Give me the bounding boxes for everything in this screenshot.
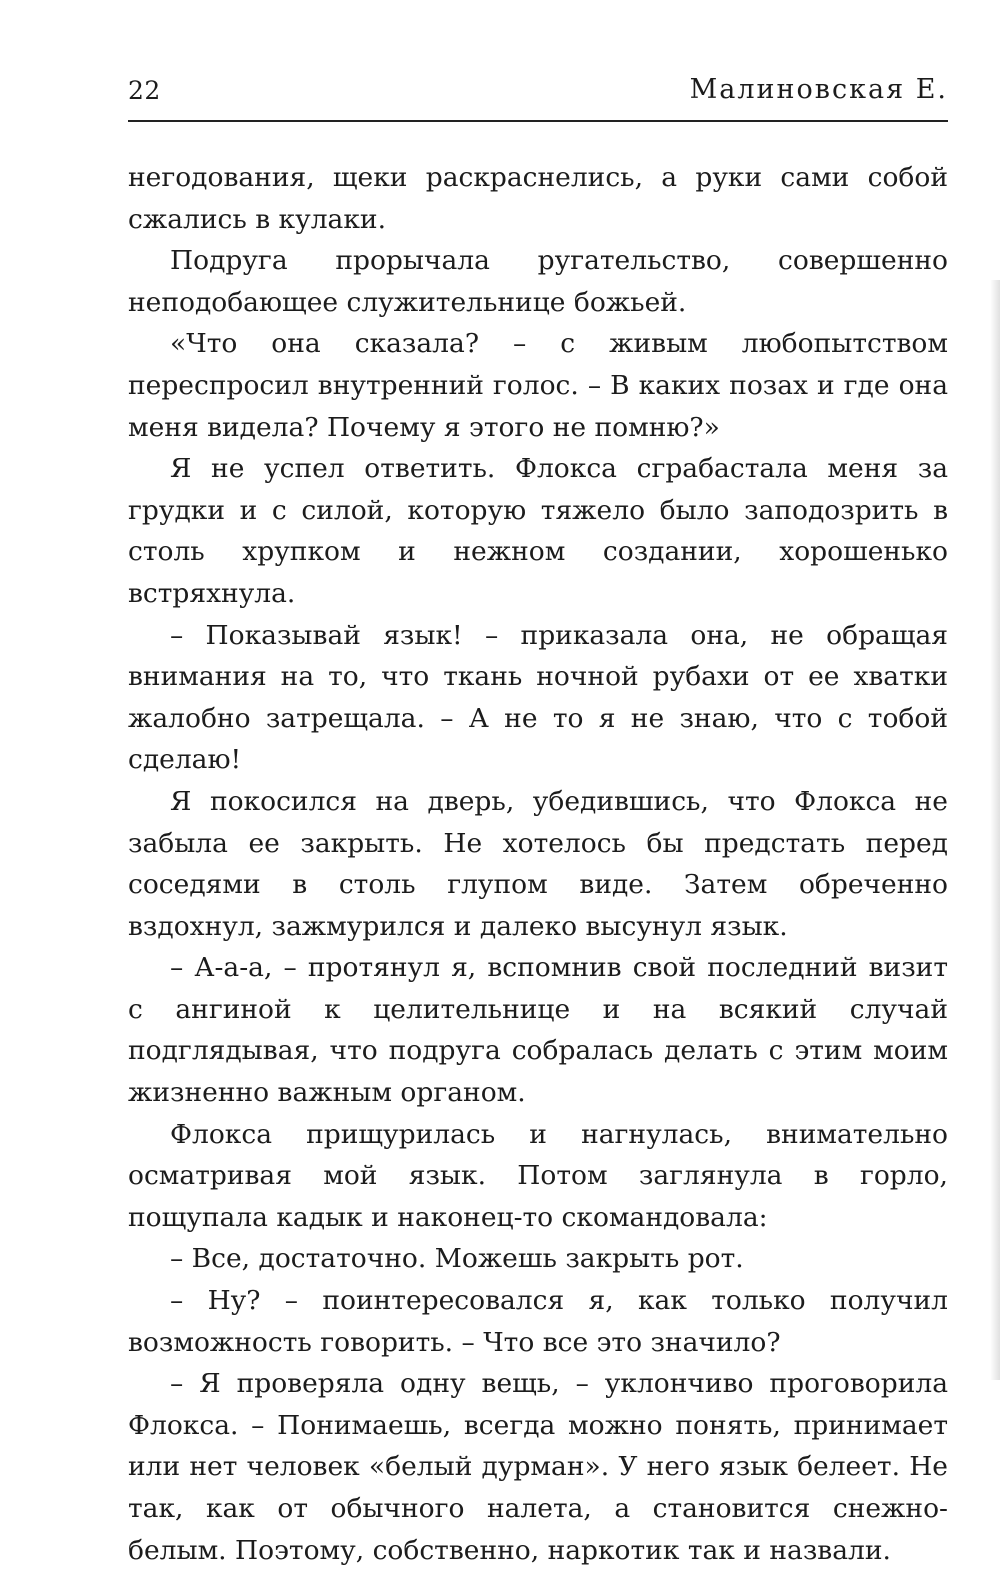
paragraph: – Я проверяла одну вещь, – уклончиво проговорила Флокса. – Понимаешь, всегда можно понять, принимает или нет человек «белый дурман». У него язык белеет. Не так, как от обычного налета, а становится снежно-белым. Поэтому, собственно, наркотик так и назвали. [128, 1368, 948, 1566]
paragraph-continuation: негодования, щеки раскраснелись, а руки сами собой сжались в кулаки. [128, 162, 948, 235]
running-head-author: Малиновская Е. [689, 74, 948, 105]
paragraph: Я покосился на дверь, убедившись, что Флокса не забыла ее закрыть. Не хотелось бы предстать перед соседями в столь глупом виде. Затем обреченно вздохнул, зажмурился и далеко высунул язык. [128, 785, 948, 942]
body-text [128, 157, 948, 1571]
paragraph: – Показывай язык! – приказала она, не обращая внимания на то, что ткань ночной рубахи от ее хватки жалобно затрещала. – А не то я не знаю, что с тобой сделаю! [128, 619, 948, 776]
paragraph: – Все, достаточно. Можешь закрыть рот. [170, 1243, 744, 1275]
page-header [128, 70, 948, 110]
paragraph: Я не успел ответить. Флокса сграбастала меня за грудки и с силой, которую тяжело было заподозрить в столь хрупком и нежном создании, хорошенько встряхнула. [128, 453, 948, 609]
page-edge-shadow [990, 280, 1000, 1380]
paragraph: – Ну? – поинтересовался я, как только получил возможность говорить. – Что все это значило? [128, 1285, 948, 1358]
paragraph: – А-а-а, – протянул я, вспомнив свой последний визит с ангиной к целительнице и на всякий случай подглядывая, что подруга собралась делать с этим моим жизненно важным органом. [128, 952, 948, 1109]
paragraph: Флокса прищурилась и нагнулась, внимательно осматривая мой язык. Потом заглянула в горло, пощупала кадык и наконец-то скомандовала: [128, 1118, 948, 1233]
header-rule [128, 120, 948, 122]
paragraph: «Что она сказала? – с живым любопытством переспросил внутренний голос. – В каких позах и где она меня видела? Почему я этого не помню?» [128, 328, 948, 443]
paragraph: Подруга прорычала ругательство, совершенно неподобающее служительнице божьей. [128, 245, 948, 318]
page-number: 22 [128, 76, 161, 105]
